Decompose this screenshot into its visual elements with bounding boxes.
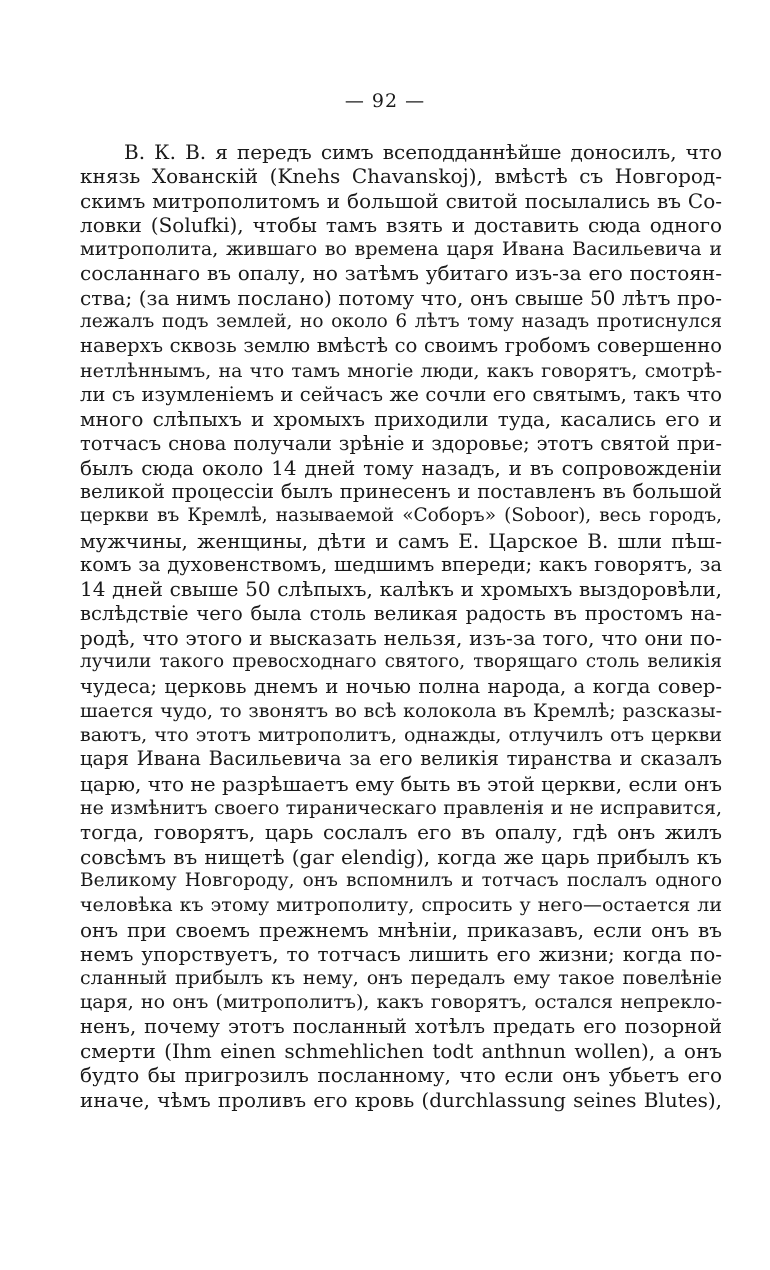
- text-line: церкви въ Кремлѣ, называемой «Соборъ» (Soboor), весь городъ,: [80, 505, 722, 527]
- text-line: смерти (Ihm einen schmehlichen todt anthnun wollen), а онъ: [80, 1038, 722, 1063]
- text-line: В. К. В. я передъ симъ всеподданнѣйше доносилъ, что: [124, 140, 722, 164]
- text-line: нетлѣннымъ, на что тамъ многіе люди, какъ говорятъ, смотрѣ-: [80, 359, 722, 382]
- text-line: онъ при своемъ прежнемъ мнѣніи, приказавъ, если онъ въ: [80, 917, 722, 942]
- text-line: великой процессіи былъ принесенъ и поставленъ въ большой: [80, 480, 722, 504]
- page-number: — 92 —: [344, 90, 426, 112]
- text-line: шается чудо, то звонятъ во всѣ колокола въ Кремлѣ; разсказы-: [80, 699, 722, 722]
- text-line: комъ за духовенствомъ, шедшимъ впереди; какъ говорятъ, за: [80, 553, 722, 577]
- text-line: тотчасъ снова получали зрѣніе и здоровье; этотъ святой при-: [80, 431, 722, 455]
- text-line: совсѣмъ въ нищетѣ (gar elendig), когда же царь прибылъ къ: [80, 844, 722, 869]
- text-line: 14 дней свыше 50 слѣпыхъ, калѣкъ и хромыхъ выздоровѣли,: [80, 577, 722, 602]
- text-line: тогда, говорятъ, царь сослалъ его въ опалу, гдѣ онъ жилъ: [80, 820, 722, 845]
- text-line: скимъ митрополитомъ и большой свитой посылались въ Со-: [80, 188, 722, 213]
- text-line: царя, но онъ (митрополитъ), какъ говорятъ, остался непрекло-: [80, 991, 722, 1014]
- text-line: ловки (Solufki), чтобы тамъ взять и доставить сюда одного: [80, 212, 722, 237]
- text-line: царя Ивана Васильевича за его великія тиранства и сказалъ: [80, 747, 722, 771]
- text-line: человѣка къ этому митрополиту, спросить у него—остается ли: [80, 894, 722, 917]
- text-line: будто бы пригрозилъ посланному, что если онъ убьетъ его: [80, 1063, 722, 1088]
- text-line: царю, что не разрѣшаетъ ему быть въ этой церкви, если онъ: [80, 771, 722, 796]
- text-line: мужчины, женщины, дѣти и самъ Е. Царское В. шли пѣш-: [80, 528, 722, 553]
- text-line: вслѣдствіе чего была столь великая радость въ простомъ на-: [80, 601, 722, 625]
- text-line: ства; (за нимъ послано) потому что, онъ свыше 50 лѣтъ про-: [80, 285, 722, 310]
- text-line: чудеса; церковь днемъ и ночью полна народа, а когда совер-: [80, 674, 722, 698]
- text-line: лучили такого превосходнаго святого, творящаго столь великія: [80, 651, 722, 673]
- text-line: не измѣнитъ своего тираническаго правленія и не исправится,: [80, 797, 722, 820]
- text-line: митрополита, жившаго во времена царя Ивана Васильевича и: [80, 238, 722, 261]
- text-line: иначе, чѣмъ проливъ его кровь (durchlassung seines Blutes),: [80, 1087, 722, 1112]
- text-line: сосланнаго въ опалу, но затѣмъ убитаго изъ-за его постоян-: [80, 261, 722, 286]
- text-line: немъ упорствуетъ, то тотчасъ лишить его жизни; когда по-: [80, 941, 722, 966]
- text-line: ли съ изумленіемъ и сейчасъ же сочли его святымъ, такъ что: [80, 382, 722, 406]
- text-line: ненъ, почему этотъ посланный хотѣлъ предать его позорной: [80, 1014, 722, 1038]
- text-line: наверхъ сквозь землю вмѣстѣ со своимъ гробомъ совершенно: [80, 334, 722, 358]
- text-line: былъ сюда около 14 дней тому назадъ, и въ сопровожденіи: [80, 455, 722, 480]
- text-line: родѣ, что этого и высказать нельзя, изъ-за того, что они по-: [80, 625, 722, 650]
- text-line: ваютъ, что этотъ митрополитъ, однажды, отлучилъ отъ церкви: [80, 724, 722, 747]
- text-line: лежалъ подъ землей, но около 6 лѣтъ тому назадъ протиснулся: [80, 311, 722, 333]
- text-line: князь Хованскій (Knehs Chavanskoj), вмѣстѣ съ Новгород-: [80, 164, 722, 189]
- text-line: Великому Новгороду, онъ вспомнилъ и тотчасъ послалъ одного: [80, 869, 722, 891]
- text-line: много слѣпыхъ и хромыхъ приходили туда, касались его и: [80, 407, 722, 432]
- body-text: [80, 140, 722, 1112]
- text-line: сланный прибылъ къ нему, онъ передалъ ему такое повелѣніе: [80, 967, 722, 990]
